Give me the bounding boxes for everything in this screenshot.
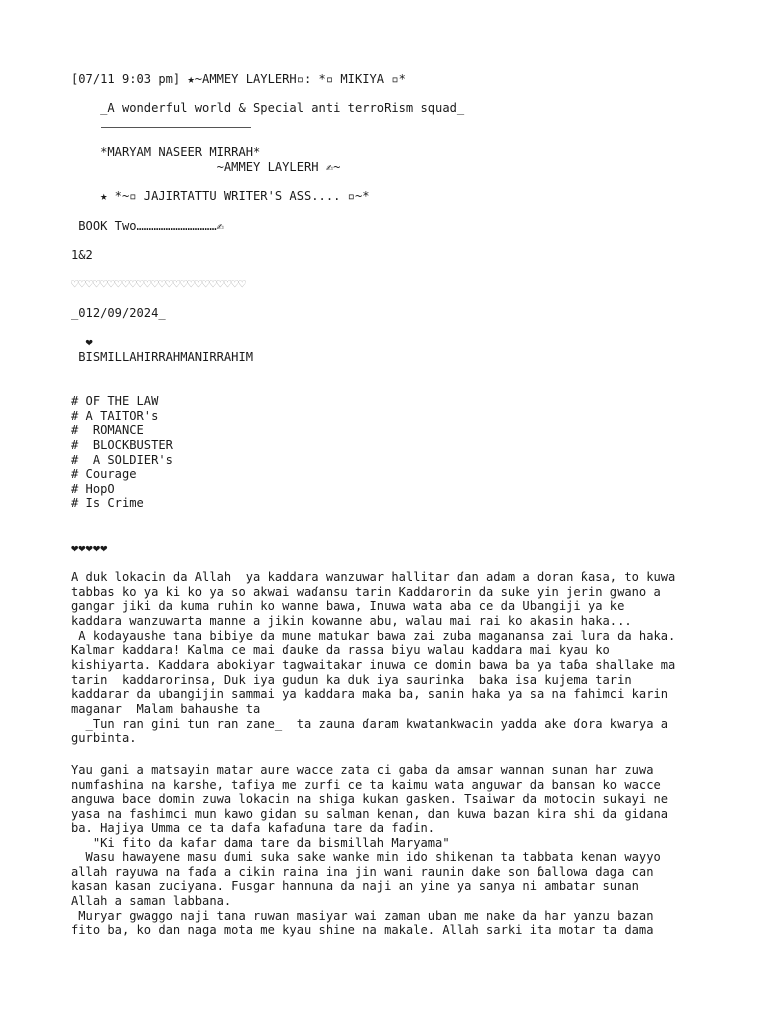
pen-name: ~AMMEY LAYLERH ✍~ — [71, 160, 341, 174]
author-name: *MARYAM NASEER MIRRAH* — [71, 145, 261, 159]
paragraph-line: "Ki fito da kafar dama tare da bismillah Maryama" — [71, 836, 450, 850]
paragraph-line: tabbas ko ya ki ko ya so akwai waɗansu tarin Kaddarorin da suke yin jerin gwano a — [71, 585, 661, 599]
tag-line: # OF THE LAW — [71, 394, 159, 408]
paragraph-line: tarin kaddarorinsa, Duk iya gudun ka duk iya saurinka baka isa kujema tarin — [71, 673, 632, 687]
paragraph-line: Yau gani a matsayin matar aure wacce zata ci gaba da amsar wannan sunan har zuwa — [71, 763, 654, 777]
paragraph-line: gurbinta. — [71, 731, 137, 745]
paragraph-line: kishiyarta. Kaddara abokiyar tagwaitakar inuwa ce domin bawa ba ya taɓa shallake ma — [71, 658, 676, 672]
paragraph-line: Muryar gwaggo naji tana ruwan masiyar wai zaman uban me nake da har yanzu bazan — [71, 909, 654, 923]
paragraph-line: gangar jiki da kuma ruhin ko wanne bawa, Inuwa wata aba ce da Ubangiji ya ke — [71, 599, 625, 613]
heart-icon: ❤ — [71, 335, 93, 349]
tag-line: # ROMANCE — [71, 423, 144, 437]
book-title: BOOK Two……………………………✍ — [71, 219, 224, 233]
subtitle: _A wonderful world & Special anti terroRism squad_ — [71, 101, 465, 115]
paragraph-line: Kalmar kaddara! Kalma ce mai ɗauke da rassa biyu walau kaddara mai kyau ko — [71, 643, 610, 657]
paragraph-line: Wasu hawayene masu ɗumi suka sake wanke min ido shikenan ta tabbata kenan wayyo — [71, 850, 661, 864]
paragraph-line: allah rayuwa na faɗa a cikin raina ina jin wani raunin dake son ɓallowa daga can — [71, 865, 654, 879]
paragraph-line: A duk lokacin da Allah ya kaddara wanzuwar hallitar ɗan adam a doran ƙasa, to kuwa — [71, 570, 676, 584]
writers-association: ★ *~▫ JAJIRTATTU WRITER'S ASS.... ▫~* — [71, 189, 370, 203]
tag-line: # A TAITOR's — [71, 409, 159, 423]
paragraph-line: numfashina na karshe, tafiya me zurfi ce ta kaimu wata anguwar da bansan ko wacce — [71, 778, 661, 792]
tag-line: # HopO — [71, 482, 115, 496]
tag-line: # A SOLDIER's — [71, 453, 173, 467]
tag-line: # Courage — [71, 467, 137, 481]
paragraph-line: kasan kasan zuciyana. Fusgar hannuna da naji an yine ya sanya ni ambatar sunan — [71, 879, 639, 893]
paragraph-line: A kodayaushe tana bibiye da mune matukar bawa zai zuba maganansa zai lura da haka. — [71, 629, 676, 643]
publication-date: _012/09/2024_ — [71, 306, 166, 320]
bismillah-text: BISMILLAHIRRAHMANIRRAHIM — [71, 350, 254, 364]
paragraph-line: anguwa bace domin zuwa lokacin na shiga kukan gasken. Tsaiwar da motocin sukayi ne — [71, 792, 669, 806]
paragraph-line: fito ba, ko dan naga mota me kyau shine na makale. Allah sarki ita motar ta dama — [71, 923, 654, 937]
paragraph-line: Allah a saman labbana. — [71, 894, 232, 908]
underline-divider — [101, 127, 251, 128]
paragraph-line: ba. Hajiya Umma ce ta dafa kafaɗuna tare da faɗin. — [71, 821, 436, 835]
paragraph-line: yasa na fashimci mun kawo gidan su salman kenan, dan kuwa bazan kira shi da gidana — [71, 807, 669, 821]
heart-separator: ❤❤❤❤❤ — [71, 541, 108, 555]
paragraph-line: maganar Malam bahaushe ta — [71, 702, 261, 716]
chapter-numbers: 1&2 — [71, 248, 93, 262]
hearts-divider: ♡♡♡♡♡♡♡♡♡♡♡♡♡♡♡♡♡♡♡♡♡♡♡♡ — [71, 277, 246, 291]
paragraph-line: kaddarar da ubangijin sammai ya kaddara maka ba, sanin haka ya sa na fahimci karin — [71, 687, 669, 701]
tag-line: # Is Crime — [71, 496, 144, 510]
tag-line: # BLOCKBUSTER — [71, 438, 173, 452]
paragraph-line: _Tun ran gini tun ran zane_ ta zauna ɗaram kwatankwacin yadda ake ɗora kwarya a — [71, 717, 669, 731]
paragraph-line: kaddara wanzuwarta manne a jikin kowanne abu, walau mai rai ko akasin haka... — [71, 614, 632, 628]
timestamp-line: [07/11 9:03 pm] ★~AMMEY LAYLERH▫: *▫ MIKIYA ▫* — [71, 72, 406, 86]
